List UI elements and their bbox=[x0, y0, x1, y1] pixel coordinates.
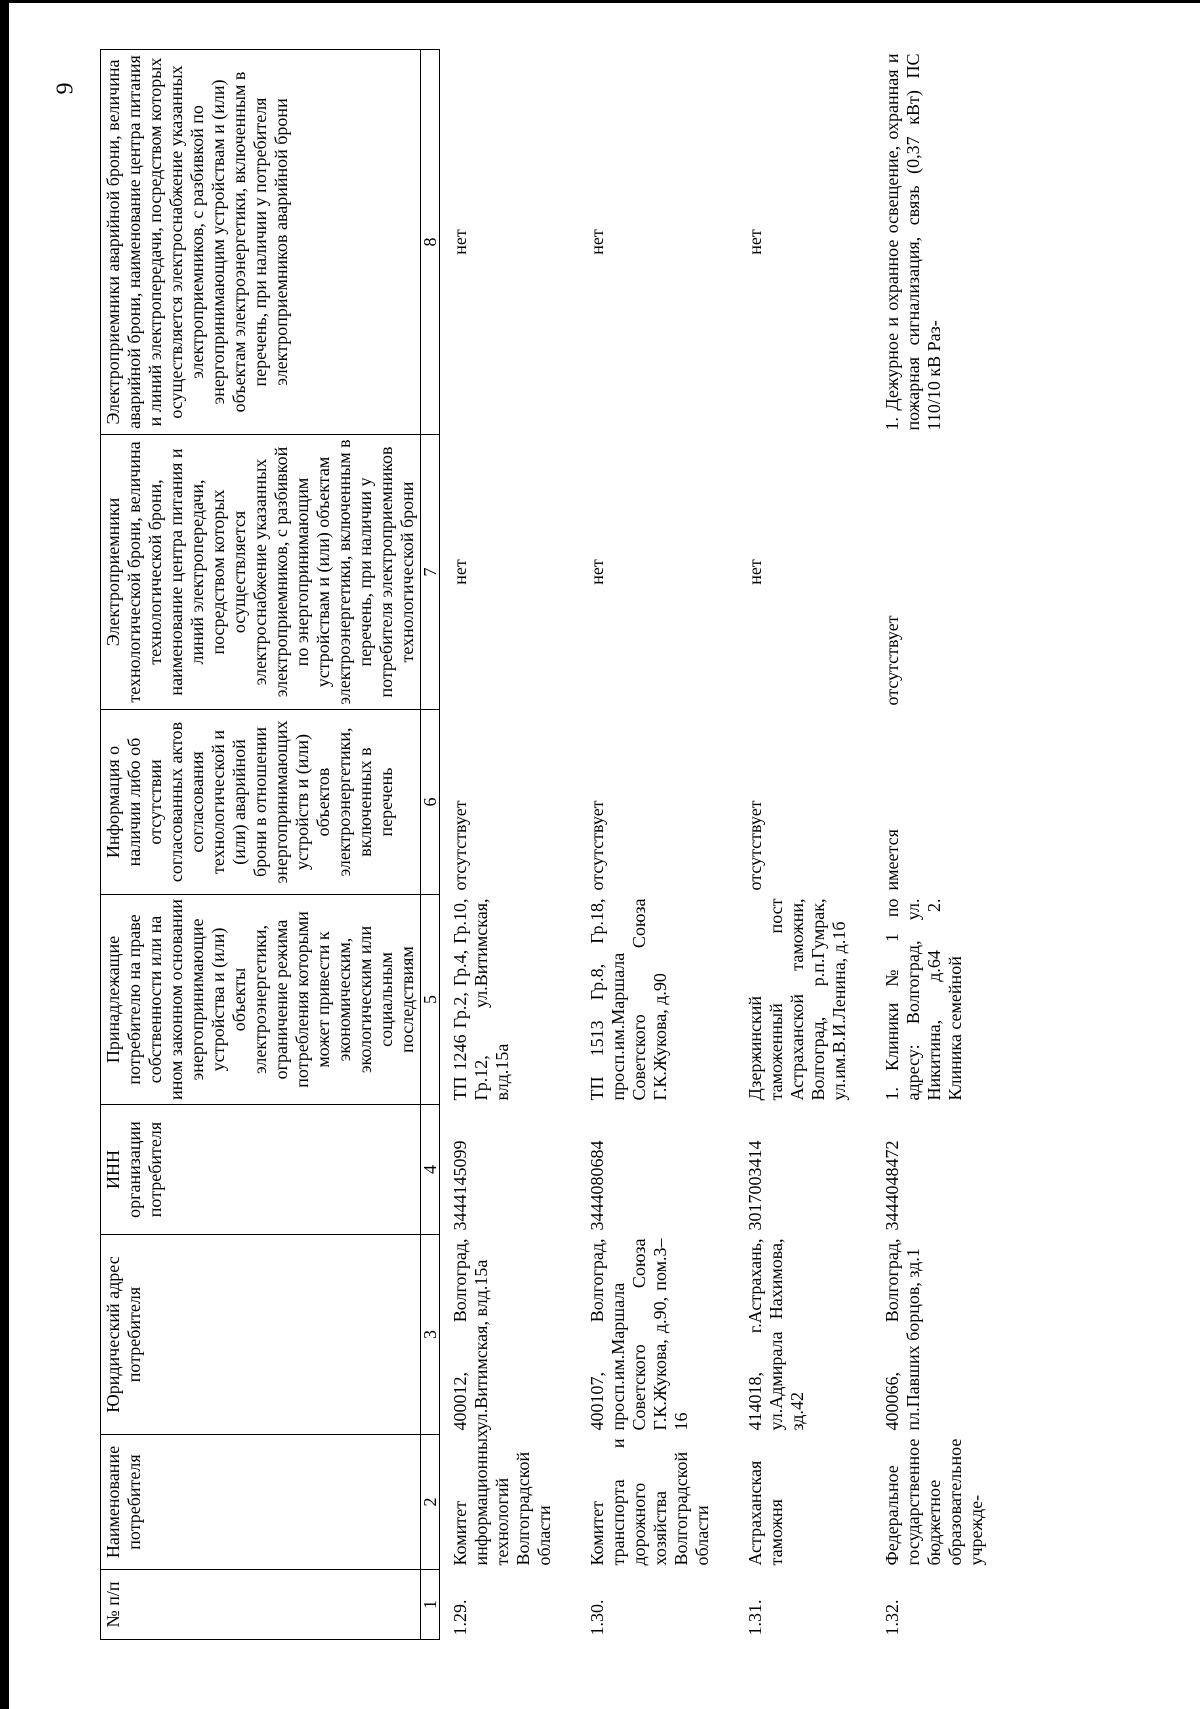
consumer-name: Комитет информационных технологий Волгоградской области bbox=[450, 1428, 554, 1566]
tech-reserve-value: нет bbox=[587, 559, 607, 585]
consumer-name: Астраханская таможня bbox=[745, 1460, 786, 1566]
inn-value: 3017003414 bbox=[745, 1140, 765, 1231]
header-emergency-reserve: Электроприемники аварийной брони, величина аварийной брони, наименование центра питания и линий электропередачи, посредством которых осуществляется электроснабжение указанных электроприемников, с разбивкой по энергопринимающим устройствам и (или) объектам электроэнергетики, включенным в перечень, при наличии у потребителя электроприемников аварийной брони bbox=[101, 50, 421, 435]
devices-value: 1. Клиники № 1 по адресу: Волгоград, ул. Никитина, д.64 2. Клиника семейной bbox=[882, 898, 965, 1101]
table-row bbox=[852, 50, 989, 1640]
legal-address: 400012, Волгоград, ул.Витимская, влд.15а bbox=[450, 1238, 491, 1431]
inn-value: 3444080684 bbox=[587, 1140, 607, 1231]
devices-value: Дзержинский таможенный пост Астраханской таможни, Волгоград, р.п.Гумрак, ул.им.В.И.Ленина, д.1б bbox=[745, 898, 849, 1101]
column-number: 7 bbox=[421, 435, 440, 710]
header-legal-address: Юридический адрес потребителя bbox=[101, 1235, 421, 1435]
devices-value: ТП 1246 Гр.2, Гр.4, Гр.10, Гр.12, ул.Витимская, влд.15а bbox=[450, 898, 512, 1101]
table-row bbox=[557, 50, 715, 1640]
acts-value: имеется bbox=[882, 829, 902, 891]
header-number: № п/п bbox=[101, 1570, 421, 1640]
devices-value: ТП 1513 Гр.8, Гр.18, просп.им.Маршала Советского Союза Г.К.Жукова, д.90 bbox=[587, 898, 670, 1101]
acts-value: отсутствует bbox=[587, 800, 607, 891]
column-number: 3 bbox=[421, 1235, 440, 1435]
column-number: 1 bbox=[421, 1570, 440, 1640]
header-consumer-name: Наименование потребителя bbox=[101, 1435, 421, 1570]
row-number: 1.32. bbox=[882, 1599, 902, 1636]
consumer-name: Федеральное государственное бюджетное образовательное учрежде- bbox=[882, 1438, 986, 1566]
table-row bbox=[715, 50, 852, 1640]
row-number: 1.31. bbox=[745, 1599, 765, 1636]
legal-address: 414018, г.Астрахань, ул.Адмирала Нахимова, зд.42 bbox=[745, 1238, 807, 1431]
header-acts: Информация о наличии либо об отсутствии согласованных актов согласования технологической и (или) аварийной брони в отношении энергопринимающих устройств и (или) объектов электроэнергетики, включенных в перечень bbox=[101, 710, 421, 895]
acts-value: отсутствует bbox=[450, 800, 470, 891]
emergency-reserve-value: нет bbox=[745, 229, 765, 255]
header-devices: Принадлежащие потребителю на праве собственности или на ином законном основании энергопринимающие устройства и (или) объекты электроэнергетики, ограничение режима потребления которыми может привести к экономическим, экологическим или социальным последствиям bbox=[101, 895, 421, 1105]
rotated-page-content bbox=[100, 50, 1100, 1640]
tech-reserve-value: нет bbox=[745, 559, 765, 585]
column-number: 6 bbox=[421, 710, 440, 895]
column-number: 4 bbox=[421, 1105, 440, 1235]
legal-address: 400066, Волгоград, пл.Павших борцов, зд.1 bbox=[882, 1238, 923, 1431]
column-number: 8 bbox=[421, 50, 440, 435]
table-row bbox=[440, 50, 558, 1640]
column-number-row bbox=[421, 50, 440, 1640]
inn-value: 3444145099 bbox=[450, 1140, 470, 1231]
legal-address: 400107, Волгоград, просп.им.Маршала Советского Союза Г.К.Жукова, д.90, пом.3–16 bbox=[587, 1238, 691, 1431]
scan-edge-left bbox=[0, 0, 9, 1709]
header-tech-reserve: Электроприемники технологической брони, величина технологической брони, наименование центра питания и линий электропередачи, посредством которых осуществляется электроснабжение указанных электроприемников, с разбивкой по энергопринимающим устройствам и (или) объектам электроэнергетики, включенным в перечень, при наличии у потребителя электроприемников технологической брони bbox=[101, 435, 421, 710]
tech-reserve-value: нет bbox=[450, 559, 470, 585]
column-number: 2 bbox=[421, 1435, 440, 1570]
acts-value: отсутствует bbox=[745, 800, 765, 891]
column-number: 5 bbox=[421, 895, 440, 1105]
scan-edge-top bbox=[0, 0, 1200, 3]
row-number: 1.30. bbox=[587, 1599, 607, 1636]
inn-value: 3444048472 bbox=[882, 1140, 902, 1231]
consumer-name: Комитет транспорта и дорожного хозяйства Волгоградской области bbox=[587, 1438, 712, 1566]
tech-reserve-value: отсутствует bbox=[882, 615, 902, 706]
header-inn: ИНН организации потребителя bbox=[101, 1105, 421, 1235]
emergency-reserve-value: нет bbox=[587, 229, 607, 255]
emergency-reserve-value: нет bbox=[450, 229, 470, 255]
consumers-table bbox=[100, 49, 989, 1640]
table-header-row bbox=[101, 50, 421, 1640]
page-number: 9 bbox=[52, 82, 79, 95]
row-number: 1.29. bbox=[450, 1599, 470, 1636]
emergency-reserve-value: 1. Дежурное и охранное освещение, охранная и пожарная сигнализация, связь (0,37 кВт) ПС 110/10 кВ Раз- bbox=[882, 53, 944, 431]
